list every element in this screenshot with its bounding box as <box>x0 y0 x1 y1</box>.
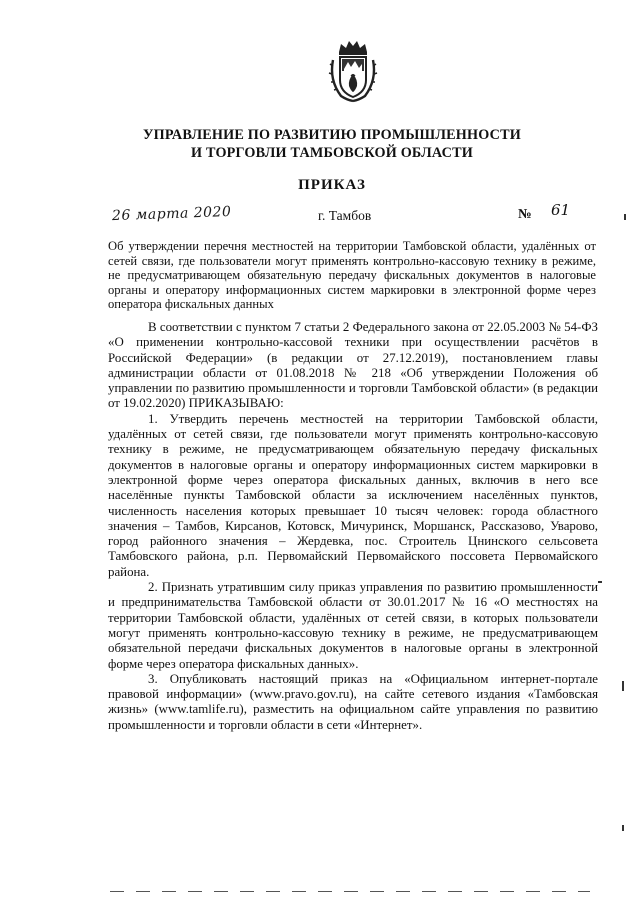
item-2-paragraph: 2. Признать утратившим силу приказ управления по развитию промышленности и предпринимательства Тамбовской области от 30.01.2017 № 16 «О местностях на территории Тамбовской области, удалённых от сетей связи, в которых пользователи могут применять контрольно-кассовую технику в режиме, не предусматривающем обязательной передачи фискальных документов в налоговые органы в электронной форме через оператора фискальных данных». <box>108 580 598 671</box>
scan-mark <box>622 681 624 691</box>
city-label: г. Тамбов <box>318 208 372 223</box>
item-1-paragraph: 1. Утвердить перечень местностей на территории Тамбовской области, удалённых от сетей связи, где пользователи могут применять контрольно-кассовую технику в режиме, не предусматривающем обязательную передачу фискальных документов в налоговые органы и оператору информационных систем маркировки в электронной форме через оператора фискальных данных, включив в него все населённые пункты Тамбовской области за исключением населённых пунктов, численность населения которых превышает 10 тысяч человек: города областного значения – Тамбов, Кирсанов, Котовск, Мичуринск, Моршанск, Рассказово, Уварово, город районного значения – Жердевка, пос. Строитель Цнинского сельсовета Тамбовского района, р.п. Первомайский Первомайского поссовета Первомайского района. <box>108 411 598 579</box>
item-3-paragraph: 3. Опубликовать настоящий приказ на «Официальном интернет-портале правовой информации» (www.pravo.gov.ru), на сайте сетевого издания «Тамбовская жизнь» (www.tamlife.ru), разместить на официальном сайте управления по развитию промышленности и торговли области в сети «Интернет». <box>108 671 598 732</box>
scan-footer-dashes <box>110 891 590 892</box>
coat-of-arms-emblem <box>327 38 379 104</box>
preamble-paragraph: В соответствии с пунктом 7 статьи 2 Федерального закона от 22.05.2003 № 54-ФЗ «О применении контрольно-кассовой техники при осуществлении расчётов в Российской Федерации» (в редакции от 27.12.2019), постановлением главы администрации области от 01.08.2018 № 218 «Об утверждении Положения об управлении по развитию промышленности и торговли Тамбовской области» (в редакции от 19.02.2020) ПРИКАЗЫВАЮ: <box>108 320 598 411</box>
order-subject: Об утверждении перечня местностей на территории Тамбовской области, удалённых от сетей связи, где пользователи могут применять контрольно-кассовую технику в режиме, не предусматривающем обязательную передачу фискальных документов в налоговые органы и оператору информационных систем маркировки в электронной форме через оператора фискальных данных <box>108 239 596 312</box>
number-label: № <box>518 206 532 221</box>
handwritten-number: 61 <box>551 201 571 219</box>
scan-mark <box>624 214 626 220</box>
document-type-title: ПРИКАЗ <box>298 177 366 193</box>
scan-mark <box>598 581 602 583</box>
organization-name-line2: И ТОРГОВЛИ ТАМБОВСКОЙ ОБЛАСТИ <box>190 145 474 161</box>
handwritten-date: 26 марта 2020 <box>111 203 232 225</box>
organization-name-line1: УПРАВЛЕНИЕ ПО РАЗВИТИЮ ПРОМЫШЛЕННОСТИ <box>143 127 521 143</box>
order-body <box>108 320 598 733</box>
scan-mark <box>622 825 624 831</box>
